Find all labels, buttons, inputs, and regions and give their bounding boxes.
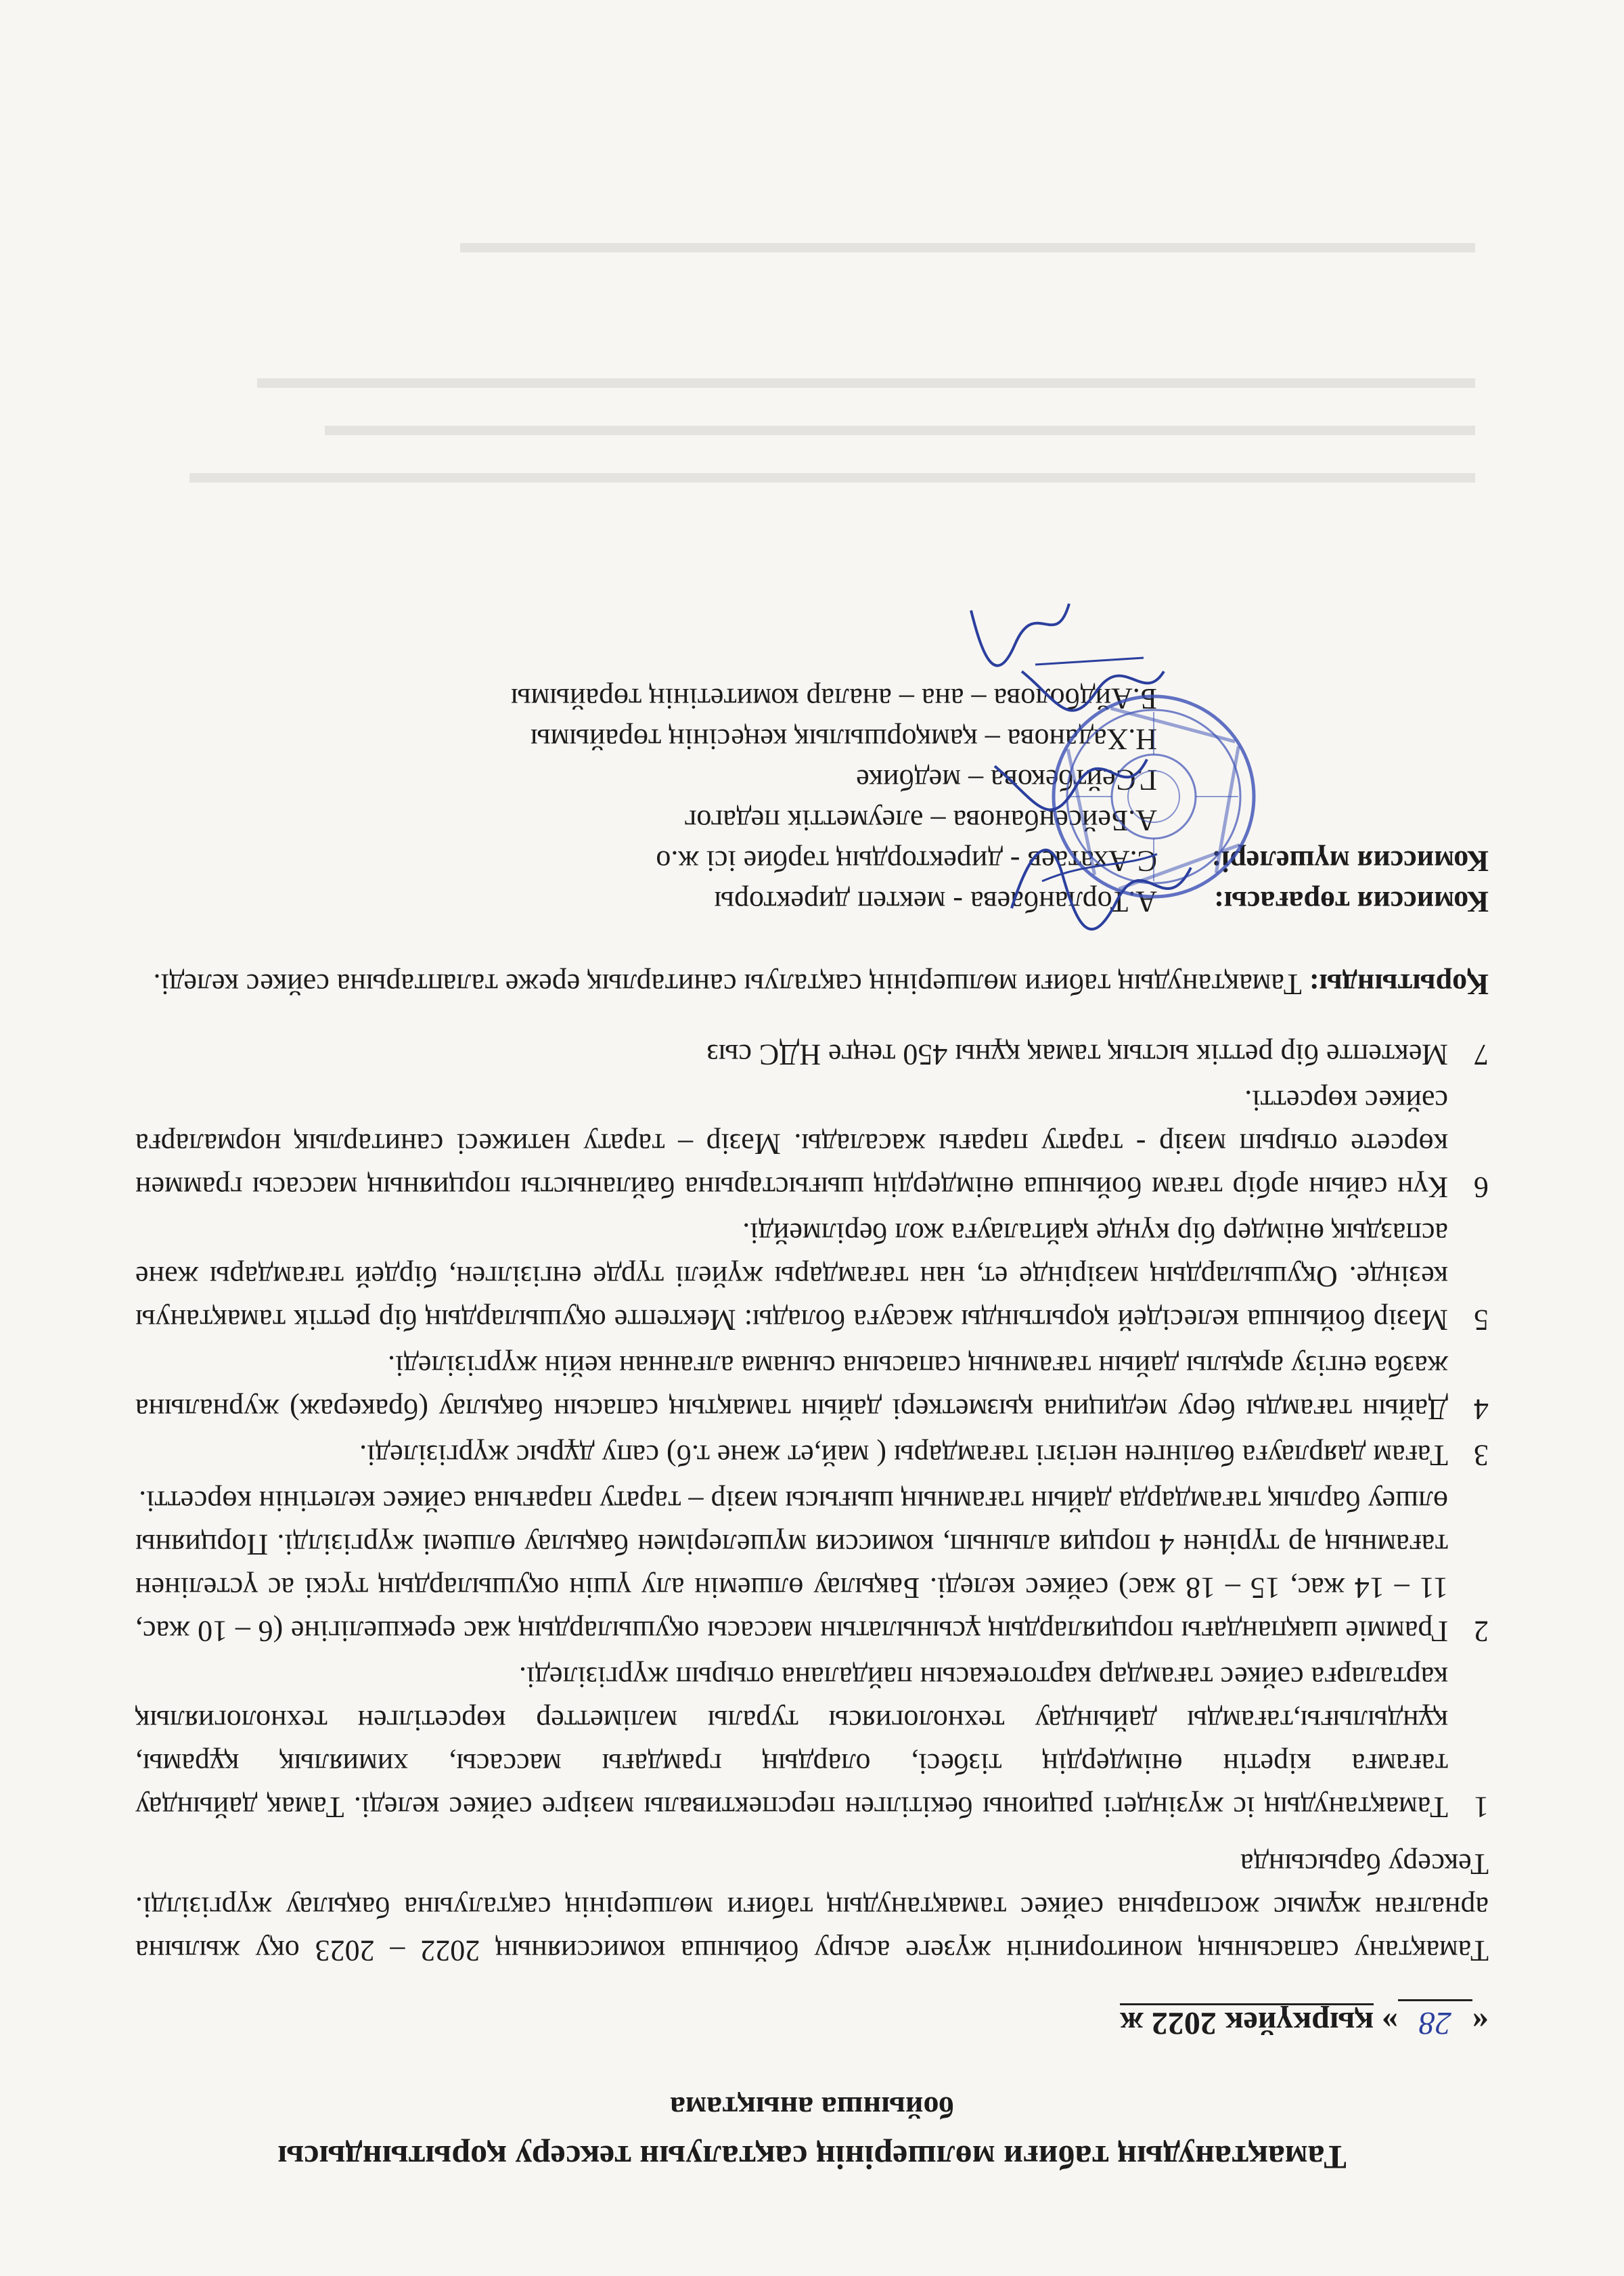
list-item: [135, 1211, 1489, 1341]
item-text: Тағам даярлауға бөлінген негізгі тағамдары ( май,ет және т.б) сапу дұрыс жүргізіледі.: [359, 1439, 1448, 1472]
conclusion-text: Тамақтанудың табиғи мөлшерінің сақталуы санитарлық ереже талаптарына сәйкес келеді.: [153, 968, 1302, 1001]
document-date: [135, 1999, 1489, 2045]
commission-member-row: [135, 759, 1489, 800]
commission-member-row: [135, 800, 1489, 841]
item-number: 1: [1474, 1791, 1489, 1824]
date-day-handwritten: 28: [1398, 1999, 1472, 2045]
item-text: Мектепте бір реттік ыстық тамақ құны 450 теңге НДС сыз: [706, 1038, 1448, 1071]
date-month-year: қыркүйек 2022 ж: [1120, 2003, 1374, 2041]
item-text: Дайын тағамды беру медицина қызметкері дайын тамақтың сапасын бақылау (бракераж) журналына жазба енгізу арқылы дайын тағамның сапасына сынама алғаннан кейін жүргізіледі.: [135, 1349, 1448, 1426]
commission-block: [135, 678, 1489, 922]
item-number: 7: [1474, 1038, 1489, 1071]
member-name: С.Ахатаев - директордың тәрбие ісі ж.о: [656, 845, 1157, 878]
commission-member-row: [135, 678, 1489, 719]
item-number: 3: [1474, 1439, 1489, 1472]
list-item: [135, 1033, 1489, 1076]
list-item: [135, 1344, 1489, 1431]
document-title: Тамақтанудың табиғи мөлшерінің сақталуын тексеру қорытындысы: [277, 2139, 1347, 2177]
chair-name: А.Торланбаева - мектеп директоры: [714, 885, 1157, 918]
commission-members-row: [135, 841, 1489, 881]
conclusion-paragraph: [135, 962, 1489, 1006]
member-signature: [981, 726, 1157, 820]
list-item: [135, 1479, 1489, 1653]
item-text: Мәзір бойынша келесідей қорытынды жасауға болады: Мектепте оқушылардың бір реттік тамақтануы кезінде. Оқушылардың мәзірінде ет, нан тағамдары жүйелі түрде енгізілген, бірдей тағамдары және аспаздық өнімдер бір күнде қайталауға жол берілмейді.: [135, 1217, 1448, 1337]
item-number: 6: [1474, 1171, 1489, 1204]
member-name: Б.Айдболова – ана – аналар комитетінің төрайымы: [510, 682, 1157, 715]
findings-list: [135, 1033, 1489, 1829]
intro-paragraph: Тамақтану сапасының мониторингін жүзеге асыру бойынша комиссияның 2022 – 2023 оқу жылына арналған жұмыс жоспарына сәйкес тамақтанудың табиғи мөлшерінің сақталуына бақылау жүргізілді. Тексеру барысында: [135, 1848, 1489, 1967]
date-open-quote: «: [1472, 2005, 1489, 2041]
conclusion-label: Қорытынды:: [1309, 968, 1489, 1001]
item-text: Күн сайын әрбір тағам бойынша өнімдердің шығыстарына байланысты порцияның массасы граммен көрсете отырып мәзір - тарату парағы жасалады. Мәзір – тарату нәтижесі санитарлық нормаларға сәйкес көрсетті.: [135, 1084, 1448, 1204]
commission-member-row: [135, 719, 1489, 759]
commission-chair-row: [135, 881, 1489, 922]
list-item: [135, 1433, 1489, 1477]
member-name: Н.Хаданова – қамқоршылық кеңесінің төрайымы: [530, 723, 1157, 756]
list-item: [135, 1655, 1489, 1829]
members-label: Комиссия мүшелері:: [1211, 845, 1489, 878]
list-item: [135, 1079, 1489, 1209]
date-close-quote: »: [1382, 2005, 1398, 2041]
item-text: Грамміе шақпандағы порциялардың ұсынылатын массасы оқушылардың жас ерекшелігіне (6 – 10 жас, 11 – 14 жас, 15 – 18 жас) сәйкес келеді. Бақылау өлшемін алу үшін оқушылардың түскі ас үстелінен тағамның әр түрінен 4 порция алынып, комиссия мүшелерімен бақылау өлшемі жүргізілді. Порцияны өлшеу барлық тағамдарда дайын тағамның шығысы мәзір – тарату парағына сәйкес келетінін көрсетті.: [135, 1485, 1448, 1648]
item-number: 2: [1474, 1615, 1489, 1648]
member-name: А.Бейсенбанова – әлеуметтік педагог: [684, 804, 1157, 837]
chair-signature: [1001, 827, 1204, 949]
item-number: 5: [1474, 1303, 1489, 1337]
member-name: Г.Сейтбекова – медбике: [856, 763, 1157, 797]
document-subtitle: бойынша анықтама: [670, 2091, 954, 2125]
item-text: Тамақтанудың іс жүзіндегі рационы бекітілген перспективалы мәзірге сәйкес келеді. Тамақ дайындау тағамға кіретін өнімдердің тізбесі, олардың грамдағы массасы, химиялық құрамы, құндылығы,тағамды дайындау технологиясы туралы мәліметтер көрсетілген технологиялық карталарға сәйкес тағамдар картотекасын пайдалана отырып жүргізіледі.: [135, 1661, 1448, 1824]
document-body: [135, 678, 1489, 2181]
chair-label: Комиссия төрағасы:: [1213, 885, 1489, 918]
member-signature: [961, 577, 1083, 671]
item-number: 4: [1474, 1393, 1489, 1426]
